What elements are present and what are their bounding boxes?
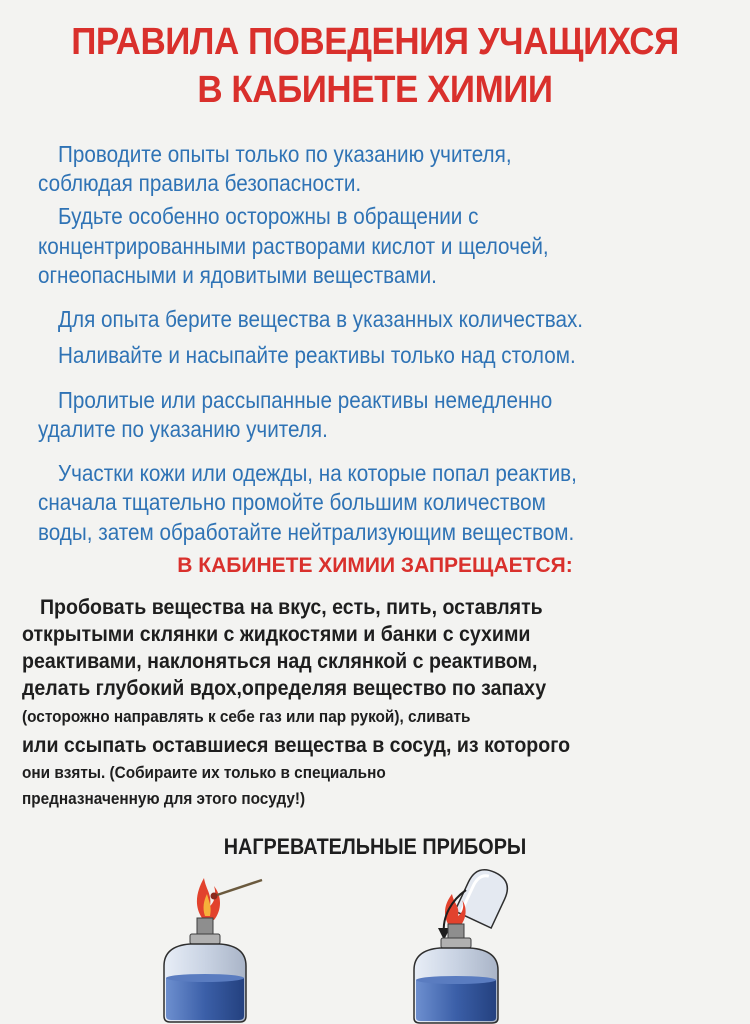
rule-line: Проводите опыты только по указанию учителя, [58,141,512,167]
forbidden-heading: В КАБИНЕТЕ ХИМИИ ЗАПРЕЩАЕТСЯ: [177,554,573,577]
rule-line: Наливайте и насыпайте реактивы только над столом. [58,342,576,368]
rule-line: Пролитые или рассыпанные реактивы немедленно [58,387,553,413]
heaters-heading: НАГРЕВАТЕЛЬНЫЕ ПРИБОРЫ [223,834,527,859]
forbidden-line: делать глубокий вдох,определяя вещество по запаху [22,676,547,700]
forbidden-line: они взяты. (Собираите их только в специально [22,764,386,782]
forbidden-line: предназначенную для этого посуду!) [22,790,306,808]
rule-line: Для опыта берите вещества в указанных количествах. [58,306,584,332]
rule-line: сначала тщательно промойте большим количеством [38,489,546,515]
forbidden-line: Пробовать вещества на вкус, есть, пить, оставлять [40,595,543,619]
rule-line: концентрированными растворами кислот и щелочей, [38,233,549,259]
poster-title-line-1: ПРАВИЛА ПОВЕДЕНИЯ УЧАЩИХСЯ [71,21,679,63]
rule-line: воды, затем обработайте нейтрализующим веществом. [38,519,575,545]
forbidden-line: или ссыпать оставшиеся вещества в сосуд, из которого [22,733,571,757]
rule-line: огнеопасными и ядовитыми веществами. [38,262,437,288]
forbidden-line: (осторожно направлять к себе газ или пар рукой), сливать [22,708,471,726]
spirit-lamp-capping-icon [406,860,536,1024]
poster-title-line-2: В КАБИНЕТЕ ХИМИИ [197,69,553,111]
forbidden-line: реактивами, наклоняться над склянкой с реактивом, [22,649,538,673]
rule-line: удалите по указанию учителя. [38,416,328,442]
forbidden-line: открытыми склянки с жидкостями и банки с сухими [22,622,531,646]
rule-line: Участки кожи или одежды, на которые попал реактив, [58,460,577,486]
rule-line: Будьте особенно осторожны в обращении с [58,203,479,229]
rule-line: соблюдая правила безопасности. [38,170,362,196]
spirit-lamp-lighting-icon [150,866,280,1024]
